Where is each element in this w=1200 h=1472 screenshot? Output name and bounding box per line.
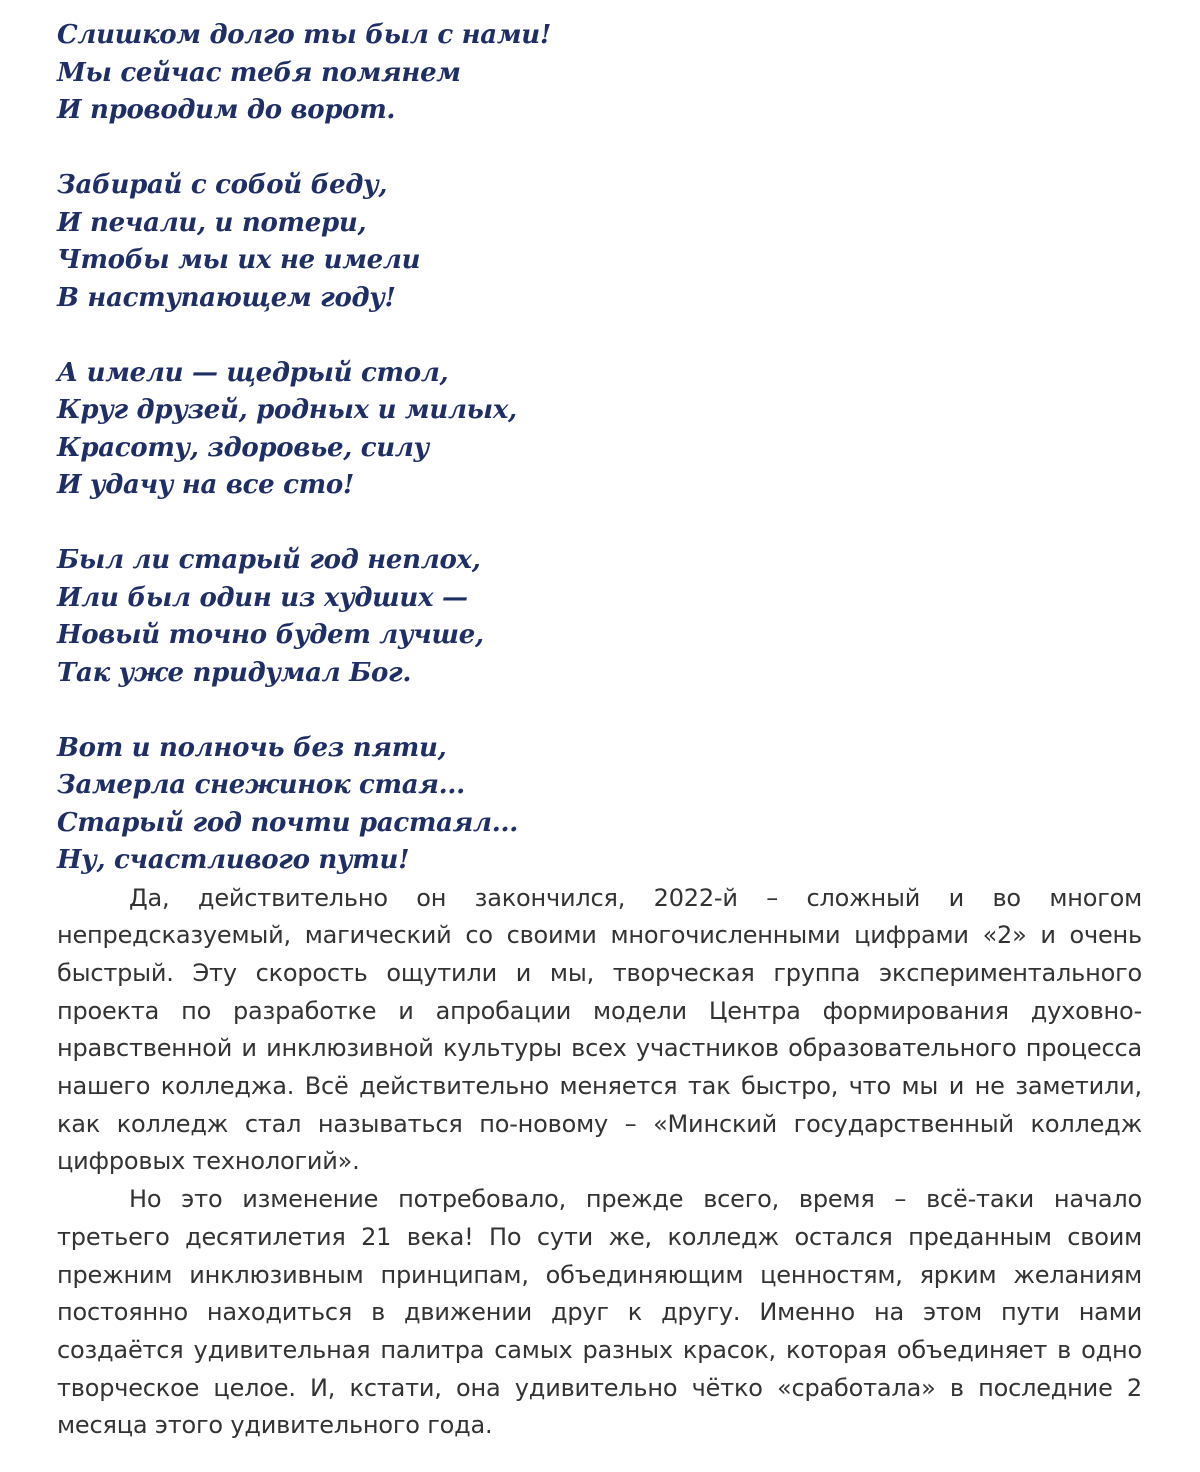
poem-line: И удачу на все сто! — [57, 470, 355, 500]
poem-line: И проводим до ворот. — [57, 95, 396, 125]
poem-line: Замерла снежинок стая... — [57, 770, 465, 800]
article-paragraph: Но это изменение потребовало, прежде всего, время – всё-таки начало третьего десятилетия 21 века! По сути же, колледж остался преданным своим прежним инклюзивным принципам, объединяющим ценностям, ярким желаниям постоянно находиться в движении друг к другу. Именно на этом пути нами создаётся удивительная палитра самых разных красок, которая объединяет в одно творческое целое. И, кстати, она удивительно чётко «сработала» в последние 2 месяца этого удивительного года. — [57, 1185, 1142, 1440]
poem-line: Старый год почти растаял... — [57, 807, 519, 838]
poem-line: И печали, и потери, — [57, 207, 367, 238]
poem-stanza — [57, 542, 1142, 692]
poem-stanza — [57, 167, 1142, 317]
poem-line: В наступающем году! — [57, 282, 396, 313]
poem-line: Так уже придумал Бог. — [57, 657, 412, 688]
poem-stanza — [57, 730, 1142, 880]
article-paragraph: Да, действительно он закончился, 2022-й – сложный и во многом непредсказуемый, магический со своими многочисленными цифрами «2» и очень быстрый. Эту скорость ощутили и мы, творческая группа экспериментального проекта по разработке и апробации модели Центра формирования духовно-нравственной и инклюзивной культуры всех участников образовательного процесса нашего колледжа. Всё действительно меняется так быстро, что мы и не заметили, как колледж стал называться по-новому – «Минский государственный колледж цифровых технологий». — [57, 883, 1142, 1176]
poem-line: Вот и полночь без пяти, — [57, 732, 447, 763]
poem — [57, 17, 1142, 880]
poem-stanza — [57, 355, 1142, 505]
poem-line: Забирай с собой беду, — [57, 170, 388, 200]
poem-line: Мы сейчас тебя помянем — [57, 57, 461, 88]
document-page — [57, 17, 1142, 1445]
poem-stanza — [57, 17, 1142, 130]
poem-line: Был ли старый год неплох, — [57, 545, 481, 575]
poem-line: Круг друзей, родных и милых, — [57, 395, 517, 425]
poem-line: Чтобы мы их не имели — [57, 245, 421, 275]
poem-line: А имели — щедрый стол, — [57, 357, 449, 388]
poem-line: Ну, счастливого пути! — [57, 845, 410, 875]
poem-line: Или был один из худших — — [57, 582, 468, 613]
poem-line: Красоту, здоровье, силу — [57, 432, 429, 463]
poem-line: Новый точно будет лучше, — [57, 620, 484, 650]
poem-line: Слишком долго ты был с нами! — [57, 20, 551, 50]
article-body — [57, 880, 1142, 1446]
